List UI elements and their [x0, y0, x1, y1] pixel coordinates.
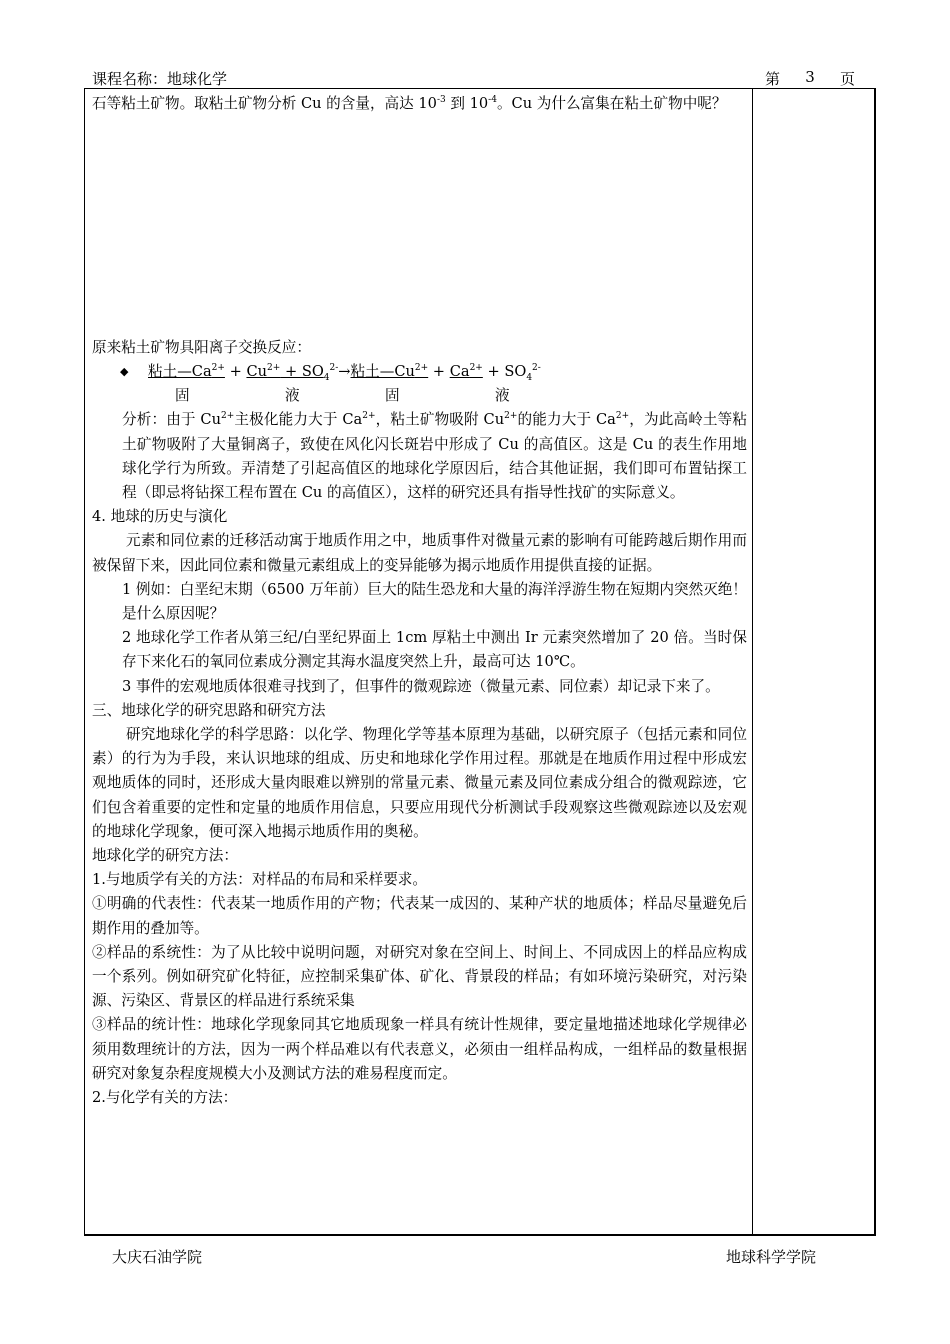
lecture-content	[92, 92, 747, 1110]
method-1: 1.与地质学有关的方法：对样品的布局和采样要求。	[92, 871, 427, 889]
margin-column-divider	[752, 88, 753, 1236]
section-4-heading: 4. 地球的历史与演化	[92, 508, 228, 526]
reaction-states	[92, 384, 747, 408]
reaction-equation: ◆ 粘土$—Ca^{2+} + Cu^{2+} + SO_4^{2-}\to$粘土$—Cu^{2+} + Ca^{2+} + SO_4^{2-}$	[120, 360, 747, 384]
diamond-bullet-icon: ◆	[120, 365, 129, 379]
blank-space	[92, 116, 747, 336]
state-label: 固	[385, 387, 400, 405]
section-4-paragraph: 元素和同位素的迁移活动寓于地质作用之中，地质事件对微量元素的影响有可能跨越后期作用而被保留下来，因此同位素和微量元素组成上的变异能够为揭示地质作用提供直接的证据。	[92, 532, 747, 574]
analysis-paragraph: 分析：由于 $Cu^{2+}$主极化能力大于 $Ca^{2+}$，粘土矿物吸附 $Cu^{2+}$的能力大于 $Ca^{2+}$，为此高岭土等粘土矿物吸附了大量铜离子，致使在风化闪长斑岩中形成了 Cu 的高值区。这是 Cu 的表生作用地球化学行为所致。弄清楚了引起高值区的地球化学原因后，结合其他证据，我们即可布置钻探工程（即忌将钻探工程布置在 Cu 的高值区），这样的研究还具有指导性找矿的实际意义。	[122, 411, 747, 502]
intro-paragraph: 石等粘土矿物。取粘土矿物分析 Cu 的含量，高达 $10^{-3}$ 到 $10^{-4}$。Cu 为什么富集在粘土矿物中呢？	[92, 95, 727, 112]
method-1-statistics: ③样品的统计性：地球化学现象同其它地质现象一样具有统计性规律，要定量地描述地球化学规律必须用数理统计的方法，因为一两个样品难以有代表意义，必须由一组样品构成，一组样品的数量根据研究对象复杂程度规模大小及测试方法的难易程度而定。	[92, 1016, 747, 1082]
state-label: 固	[175, 387, 190, 405]
method-2: 2.与化学有关的方法：	[92, 1089, 238, 1107]
state-label: 液	[495, 387, 510, 405]
method-1-representativeness: ①明确的代表性：代表某一地质作用的产物；代表某一成因的、某种产状的地质体；样品尽量避免后期作用的叠加等。	[92, 895, 747, 937]
methods-heading: 地球化学的研究方法：	[92, 847, 238, 865]
footer-department: 地球科学学院	[726, 1248, 817, 1266]
page-number-label	[765, 68, 855, 89]
state-label: 液	[285, 387, 300, 405]
section-4-item-1: 1 例如：白垩纪末期（6500 万年前）巨大的陆生恐龙和大量的海洋浮游生物在短期内突然灭绝！是什么原因呢？	[122, 580, 747, 623]
course-name: 课程名称：地球化学	[92, 70, 228, 88]
page-number: 3	[805, 68, 815, 86]
section-3-paragraph: 研究地球化学的科学思路：以化学、物理化学等基本原理为基础，以研究原子（包括元素和同位素）的行为为手段，来认识地球的组成、历史和地球化学作用过程。那就是在地质作用过程中形成宏观地质体的同时，还形成大量肉眼难以辨别的常量元素、微量元素及同位素成分组合的微观踪迹，它们包含着重要的定性和定量的地质作用信息，只要应用现代分析测试手段观察这些微观踪迹以及宏观的地球化学现象，便可深入地揭示地质作用的奥秘。	[92, 726, 747, 840]
section-4-item-2: 2 地球化学工作者从第三纪/白垩纪界面上 1cm 厚粘土中测出 Ir 元素突然增加了 20 倍。当时保存下来化石的氧同位素成分测定其海水温度突然上升，最高可达 10℃。	[122, 629, 747, 671]
page-label-suffix: 页	[839, 70, 855, 88]
method-1-systematicity: ②样品的系统性：为了从比较中说明问题，对研究对象在空间上、时间上、不同成因上的样品应构成一个系列。例如研究矿化特征，应控制采集矿体、矿化、背景段的样品；有如环境污染研究，对污染源、污染区、背景区的样品进行系统采集	[92, 943, 747, 1010]
reaction-intro: 原来粘土矿物具阳离子交换反应：	[92, 339, 311, 357]
section-3-heading: 三、地球化学的研究思路和研究方法	[92, 701, 326, 719]
page-label-prefix: 第	[765, 70, 781, 88]
footer-institution: 大庆石油学院	[112, 1248, 203, 1266]
section-4-item-3: 3 事件的宏观地质体很难寻找到了，但事件的微观踪迹（微量元素、同位素）却记录下来了。	[122, 677, 720, 695]
